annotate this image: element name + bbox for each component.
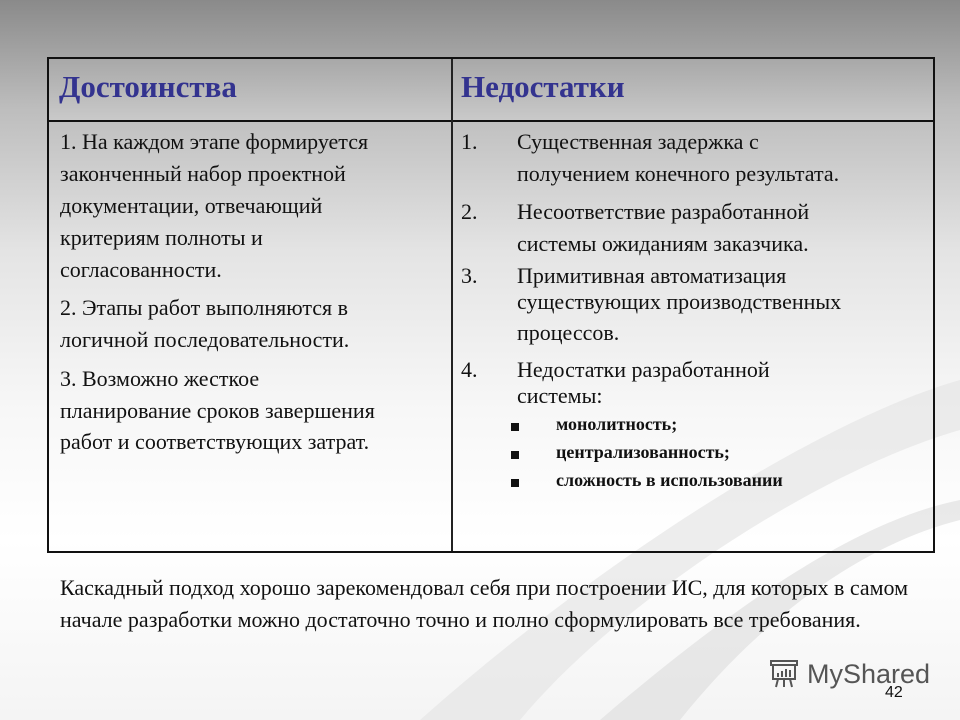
presentation-board-icon (767, 657, 801, 691)
text-line: системы ожиданиям заказчика. (517, 231, 809, 256)
text-line: 3. Возможно жесткое (60, 366, 260, 391)
text-line: логичной последовательности. (60, 327, 350, 352)
text-line: процессов. (517, 320, 620, 345)
text-line: документации, отвечающий (60, 193, 323, 218)
text-line: существующих производственных (517, 289, 842, 314)
text-line: согласованности. (60, 257, 222, 282)
bullet-icon (511, 451, 519, 459)
sub-bullet-item: монолитность; (556, 414, 678, 434)
item-number: 3. (461, 263, 478, 288)
text-line: 1. На каждом этапе формируется (60, 129, 369, 154)
item-number: 2. (461, 199, 478, 224)
text-line: критериям полноты и (60, 225, 263, 250)
header-disadvantages: Недостатки (461, 69, 625, 104)
bullet-icon (511, 479, 519, 487)
page-number: 42 (885, 684, 903, 701)
text-line: 2. Этапы работ выполняются в (60, 295, 349, 320)
sub-bullet-item: централизованность; (556, 442, 730, 462)
item-number: 4. (461, 357, 478, 382)
text-line: работ и соответствующих затрат. (60, 429, 370, 454)
footer-paragraph: Каскадный подход хорошо зарекомендовал себя при построении ИС, для которых в самом начале разработки можно достаточно точно и полно сформулировать все требования. (60, 575, 909, 632)
item-number: 1. (461, 129, 478, 154)
watermark-text: MyShared (807, 658, 931, 689)
text-line: планирование сроков завершения (60, 398, 375, 423)
text-line: системы: (517, 383, 603, 408)
text-line: законченный набор проектной (60, 161, 346, 186)
text-line: Примитивная автоматизация (517, 263, 787, 288)
watermark-logo (767, 657, 930, 691)
text-line: Существенная задержка с (517, 129, 759, 154)
comparison-table (47, 57, 935, 553)
sub-bullet-item: сложность в использовании (556, 470, 783, 490)
text-line: получением конечного результата. (517, 161, 840, 186)
text-line: Недостатки разработанной (517, 357, 770, 382)
bullet-icon (511, 423, 519, 431)
text-line: Несоответствие разработанной (517, 199, 810, 224)
column-divider (451, 59, 453, 551)
header-advantages: Достоинства (59, 69, 237, 104)
